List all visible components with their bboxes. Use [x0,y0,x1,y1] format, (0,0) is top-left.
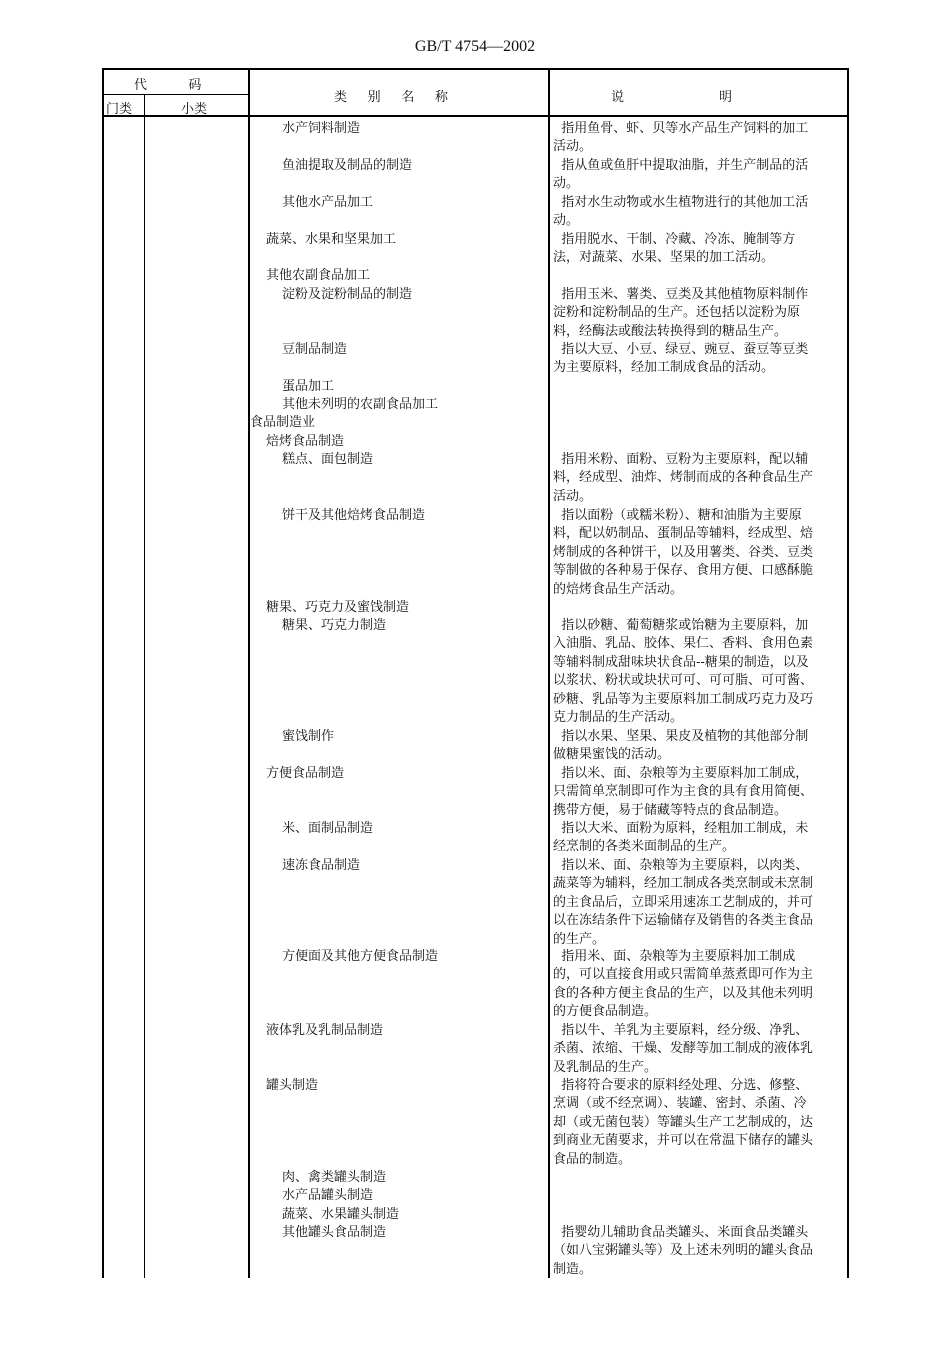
row-description: 指用鱼骨、虾、贝等水产品生产饲料的加工 活动。 [553,121,809,155]
standard-code: GB/T 4754—2002 [414,38,536,55]
row-name: 其他未列明的农副食品加工 [282,397,439,412]
row-name: 糕点、面包制造 [282,452,374,467]
row-description: 指将符合要求的原料经处理、分选、修整、 烹调（或不经烹调）、装罐、密封、杀菌、冷 却（或无菌包装）等罐头生产工艺制成的，达 到商业无菌要求，并可以在常温下储存的罐头 食品的制造。 [553,1078,814,1167]
row-name: 焙烤食品制造 [266,434,345,449]
header-explanation: 说 明 [611,90,733,105]
row-name: 其他罐头食品制造 [282,1225,387,1240]
header-category-name: 类 别 名 称 [334,90,448,105]
row-name: 蜜饯制作 [282,729,335,744]
row-name: 蛋品加工 [282,379,335,394]
row-name: 肉、禽类罐头制造 [282,1170,387,1185]
header-code: 代 码 [134,78,202,93]
row-name: 米、面制品制造 [282,821,374,836]
row-name: 饼干及其他焙烤食品制造 [282,508,426,523]
header-bottom-border [102,115,848,117]
table-top-border [102,68,848,70]
row-name: 方便面及其他方便食品制造 [282,949,439,964]
col-divider-subclass [248,68,250,1278]
row-description: 指以砂糖、葡萄糖浆或饴糖为主要原料，加 入油脂、乳品、胶体、果仁、香料、食用色素 等辅料制成甜味块状食品--糖果的制造，以及 以浆状、粉状或块状可可、可可脂、可可酱、 砂糖、乳品等为主要原料加工制成巧克力及巧 克力制品的生产活动。 [553,618,814,726]
code-subheader-divider [102,94,248,95]
row-name: 淀粉及淀粉制品的制造 [282,287,413,302]
row-description: 指用米、面、杂粮等为主要原料加工制成 的，可以直接食用或只需简单蒸煮即可作为主 食的各种方便主食品的生产，以及其他未列明 的方便食品制造。 [553,949,814,1020]
row-name: 罐头制造 [266,1078,319,1093]
row-description: 指对水生动物或水生植物进行的其他加工活 动。 [553,195,809,229]
row-name: 方便食品制造 [266,766,345,781]
col-divider-category [144,94,145,1278]
row-name: 其他水产品加工 [282,195,374,210]
row-name: 蔬菜、水果和坚果加工 [266,232,397,247]
row-name: 液体乳及乳制品制造 [266,1023,384,1038]
row-name: 水产品罐头制造 [282,1188,374,1203]
row-name: 豆制品制造 [282,342,348,357]
row-name: 速冻食品制造 [282,858,361,873]
row-description: 指以面粉（或糯米粉）、糖和油脂为主要原 料，配以奶制品、蛋制品等辅料，经成型、焙 烤制成的各种饼干，以及用薯类、谷类、豆类 等制做的各种易于保存、食用方便、口感酥脆 的焙烤食品生产活动。 [553,508,814,597]
row-description: 指用玉米、薯类、豆类及其他植物原料制作 淀粉和淀粉制品的生产。还包括以淀粉为原 料，经酶法或酸法转换得到的糖品生产。 [553,287,809,339]
table-left-border [102,68,104,1278]
row-description: 指用米粉、面粉、豆粉为主要原料，配以辅 料，经成型、油炸、烤制而成的各种食品生产 活动。 [553,452,814,504]
row-name: 食品制造业 [250,415,316,430]
row-description: 指以牛、羊乳为主要原料，经分级、净乳、 杀菌、浓缩、干燥、发酵等加工制成的液体乳 及乳制品的生产。 [553,1023,814,1075]
row-name: 糖果、巧克力及蜜饯制造 [266,600,410,615]
row-description: 指以大米、面粉为原料，经粗加工制成，未 经烹制的各类米面制品的生产。 [553,821,809,855]
row-description: 指从鱼或鱼肝中提取油脂，并生产制品的活 动。 [553,158,809,192]
col-divider-name [548,68,550,1278]
row-description: 指用脱水、干制、冷藏、冷冻、腌制等方 法，对蔬菜、水果、坚果的加工活动。 [553,232,796,266]
header-category: 门类 [106,102,133,117]
row-description: 指以大豆、小豆、绿豆、豌豆、蚕豆等豆类 为主要原料，经加工制成食品的活动。 [553,342,809,376]
row-name: 糖果、巧克力制造 [282,618,387,633]
row-description: 指以米、面、杂粮等为主要原料加工制成， 只需简单烹制即可作为主食的具有食用简便、 携带方便，易于储藏等特点的食品制造。 [553,766,814,818]
row-description: 指以米、面、杂粮等为主要原料，以肉类、 蔬菜等为辅料，经加工制成各类烹制或未烹制 的主食品后，立即采用速冻工艺制成的，并可 以在冻结条件下运输储存及销售的各类主食品 的生产。 [553,858,814,947]
row-name: 水产饲料制造 [282,121,361,136]
row-name: 鱼油提取及制品的制造 [282,158,413,173]
row-description: 指以水果、坚果、果皮及植物的其他部分制 做糖果蜜饯的活动。 [553,729,809,763]
row-description: 指婴幼儿辅助食品类罐头、米面食品类罐头 （如八宝粥罐头等）及上述未列明的罐头食品 制造。 [553,1225,814,1277]
header-subclass: 小类 [181,102,208,117]
row-name: 蔬菜、水果罐头制造 [282,1207,400,1222]
row-name: 其他农副食品加工 [266,268,371,283]
